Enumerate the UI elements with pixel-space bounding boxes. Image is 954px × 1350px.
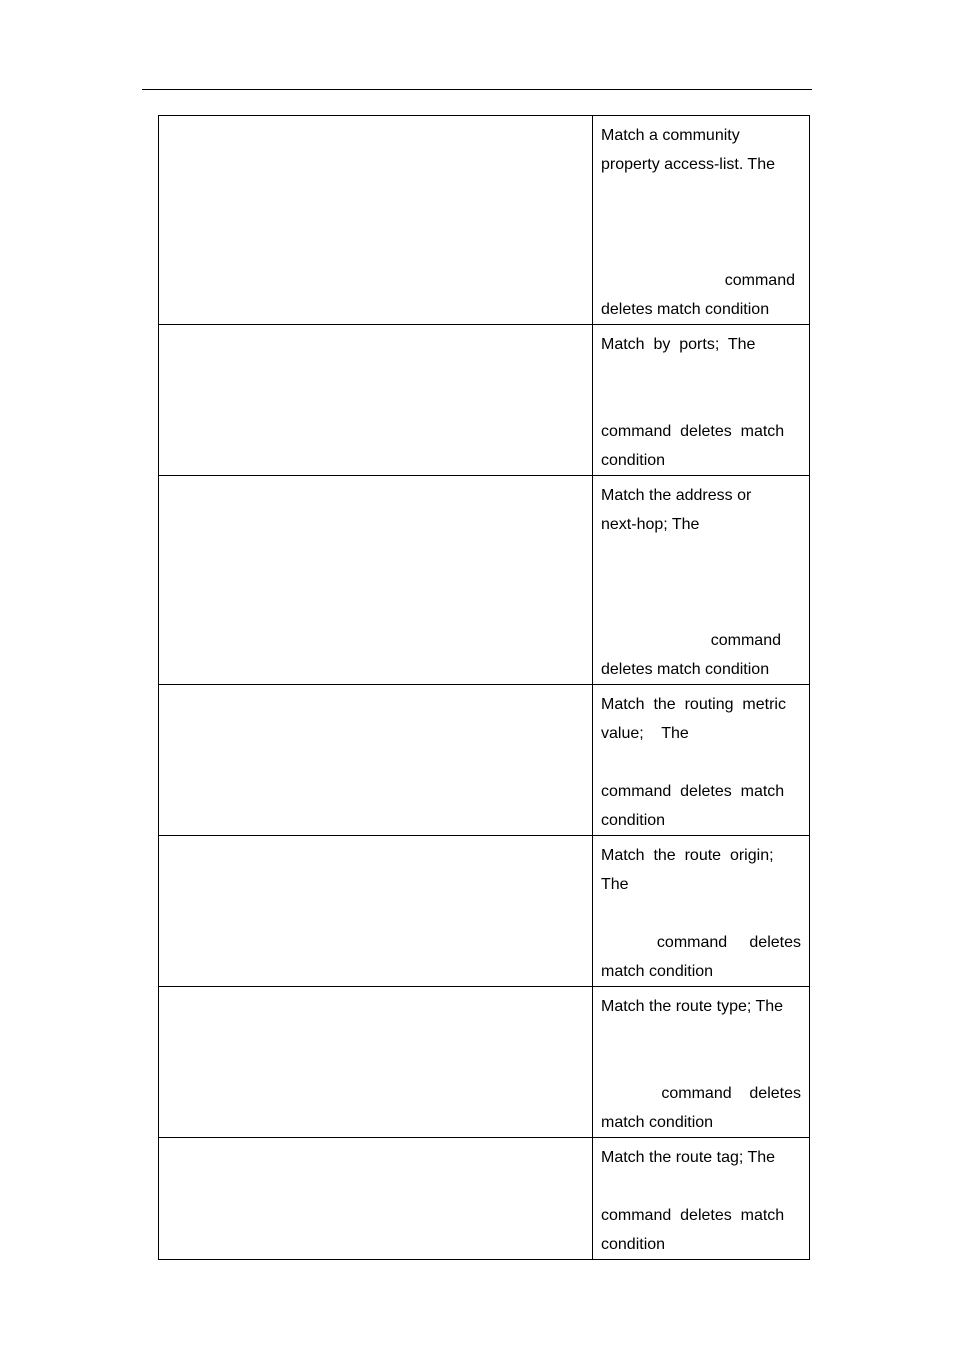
description-cell	[593, 987, 810, 1138]
table-row	[159, 836, 810, 987]
command-cell	[159, 685, 593, 836]
description-line: Match the routing metric	[601, 696, 786, 713]
command-cell	[159, 987, 593, 1138]
description-line: command	[710, 632, 781, 649]
description-cell	[593, 116, 810, 325]
description-line: The	[601, 876, 629, 893]
table-row	[159, 1138, 810, 1260]
description-line: command deletes match	[601, 783, 785, 800]
description-line: Match the route tag; The	[601, 1149, 776, 1166]
description-line: condition	[601, 812, 666, 829]
table-row	[159, 987, 810, 1138]
header-rule	[142, 89, 812, 90]
description-line: command deletes	[661, 1085, 801, 1102]
description-line: match condition	[601, 963, 714, 980]
description-cell	[593, 836, 810, 987]
description-line: Match a community	[601, 127, 740, 144]
description-line: property access-list. The	[601, 156, 775, 173]
description-cell	[593, 325, 810, 476]
table-row	[159, 116, 810, 325]
table-row	[159, 685, 810, 836]
description-line: match condition	[601, 1114, 714, 1131]
command-cell	[159, 476, 593, 685]
description-line: condition	[601, 1236, 666, 1253]
description-cell	[593, 685, 810, 836]
description-line: Match the route origin;	[601, 847, 774, 864]
description-line: deletes match condition	[601, 661, 770, 678]
description-line: next-hop; The	[601, 516, 700, 533]
command-cell	[159, 116, 593, 325]
description-line: command deletes match	[601, 423, 785, 440]
description-cell	[593, 1138, 810, 1260]
description-line: value; The	[601, 725, 689, 742]
description-line: deletes match condition	[601, 301, 770, 318]
table-row	[159, 476, 810, 685]
description-line: command deletes	[656, 934, 801, 951]
description-line: Match the route type; The	[601, 998, 784, 1015]
description-line: condition	[601, 452, 666, 469]
command-table	[158, 115, 810, 1260]
description-line: command deletes match	[601, 1207, 785, 1224]
command-cell	[159, 325, 593, 476]
command-cell	[159, 836, 593, 987]
description-line: Match by ports; The	[601, 336, 756, 353]
description-line: Match the address or	[601, 487, 752, 504]
table-row	[159, 325, 810, 476]
description-line: command	[724, 272, 795, 289]
command-cell	[159, 1138, 593, 1260]
description-cell	[593, 476, 810, 685]
